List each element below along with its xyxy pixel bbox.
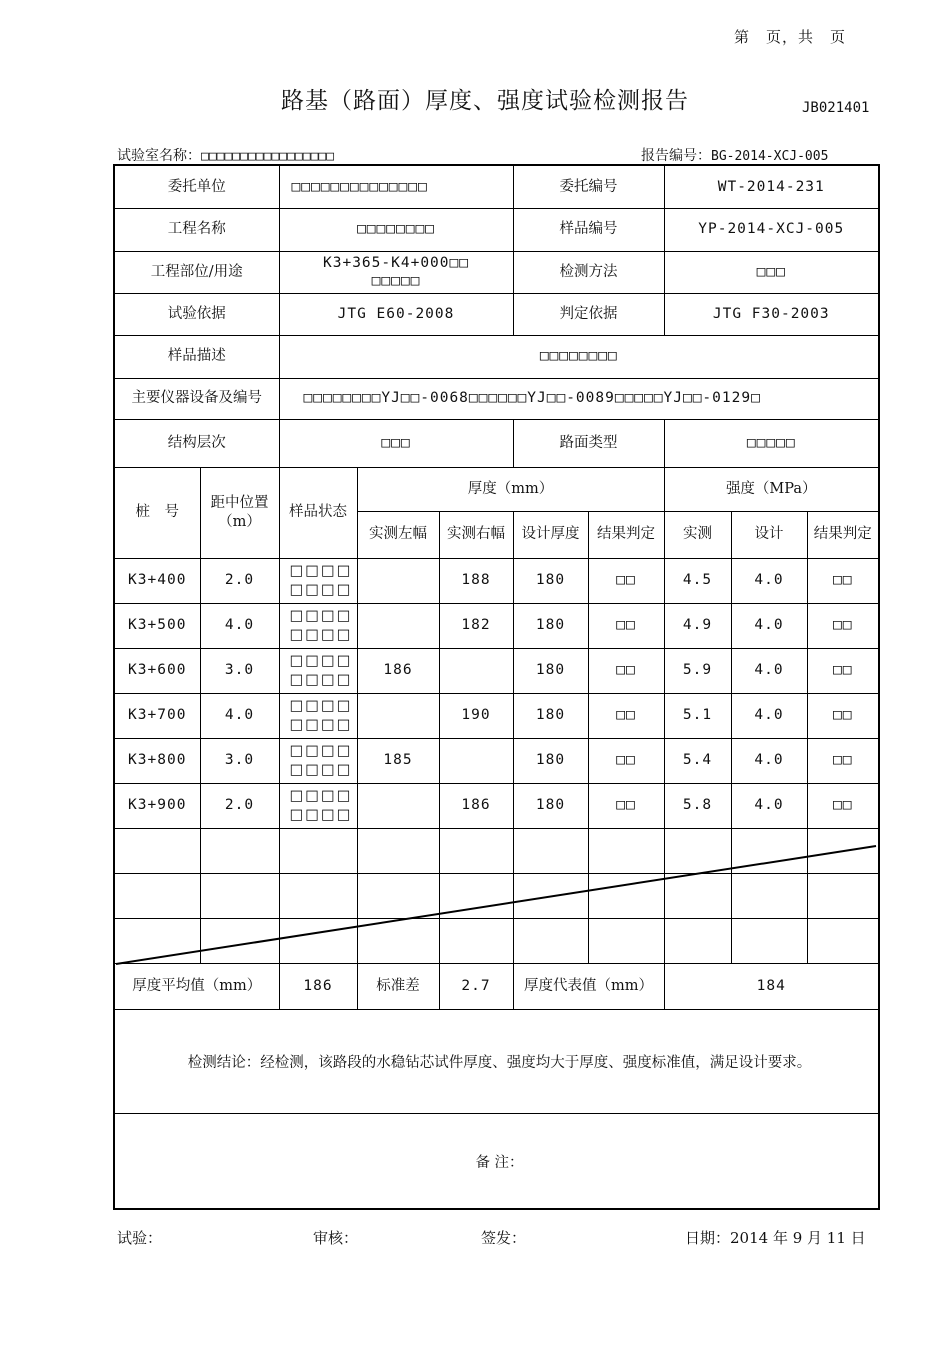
empty-cell [664,873,731,918]
row-state [279,693,357,738]
empty-cell [357,918,439,963]
empty-cell [439,873,513,918]
row-result-thickness: □□ [588,693,664,738]
empty-cell [114,873,200,918]
row-measured: 4.9 [664,603,731,648]
row-right [439,738,513,783]
tester-signature-label: 试验： [117,1229,163,1247]
row-right: 190 [439,693,513,738]
row-state [279,558,357,603]
row-design-thickness: 180 [513,783,588,828]
info-row-basis [114,293,879,335]
row-result: □□ [807,603,879,648]
empty-cell [200,873,279,918]
row-design: 4.0 [731,738,807,783]
row-station: K3+600 [114,648,200,693]
remarks-row [114,1113,879,1209]
row-state [279,648,357,693]
table-header-row-1 [114,467,879,511]
table-row [114,738,879,783]
row-offset: 2.0 [200,558,279,603]
empty-cell [200,828,279,873]
empty-cell [731,918,807,963]
empty-cell [114,918,200,963]
report-table [113,164,880,1210]
judge-basis-label: 判定依据 [513,293,664,335]
reviewer-signature-label: 审核： [313,1229,359,1247]
sub-left: 实测左幅 [357,511,439,558]
row-result: □□ [807,783,879,828]
info-row-project [114,208,879,251]
row-state-line-1: □□□□ [289,563,353,580]
commission-no-value: WT-2014-231 [664,165,879,208]
row-design-thickness: 180 [513,603,588,648]
sub-result: 结果判定 [807,511,879,558]
row-right: 186 [439,783,513,828]
empty-cell [807,918,879,963]
row-state-line-2: □□□□ [289,581,353,598]
page-count: 第 页，共 页 [734,28,847,46]
row-left: 185 [357,738,439,783]
info-row-layer [114,419,879,467]
table-row [114,783,879,828]
row-state-line-1: □□□□ [289,698,353,715]
std-dev-label: 标准差 [357,963,439,1009]
row-state-line-1: □□□□ [289,608,353,625]
row-result: □□ [807,738,879,783]
sub-right: 实测右幅 [439,511,513,558]
row-state [279,783,357,828]
row-result-thickness: □□ [588,738,664,783]
row-state-line-1: □□□□ [289,743,353,760]
test-basis-label: 试验依据 [114,293,279,335]
row-station: K3+900 [114,783,200,828]
row-design-thickness: 180 [513,648,588,693]
col-offset [200,467,279,558]
project-value: □□□□□□□□ [279,208,513,251]
row-state-line-1: □□□□ [289,788,353,805]
lab-name-label: 试验室名称： [117,148,201,164]
judge-basis-value: JTG F30-2003 [664,293,879,335]
empty-cell [279,828,357,873]
conclusion-row [114,1009,879,1113]
row-design: 4.0 [731,648,807,693]
report-number-value: BG-2014-XCJ-005 [711,149,829,164]
method-value: □□□ [664,251,879,293]
empty-cell [588,918,664,963]
location-value [279,251,513,293]
row-result: □□ [807,648,879,693]
pavement-type-value: □□□□□ [664,419,879,467]
equipment-label: 主要仪器设备及编号 [114,378,279,419]
row-state-line-2: □□□□ [289,761,353,778]
row-station: K3+400 [114,558,200,603]
client-value: □□□□□□□□□□□□□□ [279,165,513,208]
row-result-thickness: □□ [588,648,664,693]
location-label: 工程部位/用途 [114,251,279,293]
avg-thickness-label: 厚度平均值（mm） [114,963,279,1009]
empty-row [114,873,879,918]
row-station: K3+700 [114,693,200,738]
row-measured: 5.1 [664,693,731,738]
row-state [279,738,357,783]
row-state-line-2: □□□□ [289,671,353,688]
equipment-value: □□□□□□□□YJ□□-0068□□□□□□YJ□□-0089□□□□□YJ□□-0129□ [279,378,879,419]
empty-row [114,918,879,963]
empty-cell [731,873,807,918]
row-design-thickness: 180 [513,738,588,783]
location-value-line-1: K3+365-K4+000□□ [323,254,469,271]
row-result-thickness: □□ [588,603,664,648]
report-title: 路基（路面）厚度、强度试验检测报告 [281,88,689,114]
row-offset: 2.0 [200,783,279,828]
info-row-client [114,165,879,208]
row-left [357,558,439,603]
layer-label: 结构层次 [114,419,279,467]
empty-cell [114,828,200,873]
empty-cell [588,828,664,873]
sub-measured: 实测 [664,511,731,558]
report-number [641,145,828,165]
row-state-line-1: □□□□ [289,653,353,670]
row-left [357,783,439,828]
row-state-line-2: □□□□ [289,626,353,643]
representative-thickness-label: 厚度代表值（mm） [513,963,664,1009]
empty-row [114,828,879,873]
empty-cell [588,873,664,918]
row-measured: 5.9 [664,648,731,693]
row-right [439,648,513,693]
row-design: 4.0 [731,558,807,603]
form-code: JB021401 [802,100,870,116]
row-state [279,603,357,648]
info-row-location [114,251,879,293]
sample-desc-value: □□□□□□□□ [279,335,879,378]
col-offset-line-2: （m） [218,513,261,530]
sub-design-thickness: 设计厚度 [513,511,588,558]
location-value-line-2: □□□□□ [371,273,421,289]
report-number-label: 报告编号： [641,148,711,164]
method-label: 检测方法 [513,251,664,293]
row-measured: 5.8 [664,783,731,828]
lab-name-value: □□□□□□□□□□□□□□□□□ [201,149,335,164]
avg-thickness-value: 186 [279,963,357,1009]
col-offset-line-1: 距中位置 [210,495,269,512]
commission-no-label: 委托编号 [513,165,664,208]
empty-cell [357,873,439,918]
representative-thickness-value: 184 [664,963,879,1009]
row-result-thickness: □□ [588,558,664,603]
row-design: 4.0 [731,693,807,738]
row-left [357,603,439,648]
empty-cell [279,873,357,918]
pavement-type-label: 路面类型 [513,419,664,467]
row-design-thickness: 180 [513,693,588,738]
empty-cell [513,873,588,918]
empty-cell [439,828,513,873]
empty-cell [513,828,588,873]
row-left: 186 [357,648,439,693]
row-station: K3+500 [114,603,200,648]
row-offset: 3.0 [200,648,279,693]
row-result-thickness: □□ [588,783,664,828]
row-offset: 4.0 [200,693,279,738]
lab-name [117,145,334,165]
col-thickness: 厚度（mm） [357,467,664,511]
empty-cell [731,828,807,873]
table-row [114,648,879,693]
row-design-thickness: 180 [513,558,588,603]
conclusion-text: 检测结论：经检测，该路段的水稳钻芯试件厚度、强度均大于厚度、强度标准值，满足设计要求。 [114,1009,879,1113]
row-offset: 3.0 [200,738,279,783]
summary-row [114,963,879,1009]
row-right: 182 [439,603,513,648]
row-left [357,693,439,738]
report-date: 日期：2014 年 9 月 11 日 [685,1229,866,1247]
row-design: 4.0 [731,603,807,648]
empty-cell [357,828,439,873]
table-row [114,558,879,603]
row-measured: 4.5 [664,558,731,603]
remarks-text: 备 注： [114,1113,879,1209]
table-row [114,693,879,738]
std-dev-value: 2.7 [439,963,513,1009]
info-row-sample-desc [114,335,879,378]
project-label: 工程名称 [114,208,279,251]
test-basis-value: JTG E60-2008 [279,293,513,335]
empty-cell [279,918,357,963]
empty-cell [664,828,731,873]
sample-desc-label: 样品描述 [114,335,279,378]
col-station: 桩 号 [114,467,200,558]
empty-cell [200,918,279,963]
row-measured: 5.4 [664,738,731,783]
row-station: K3+800 [114,738,200,783]
row-result: □□ [807,558,879,603]
table-row [114,603,879,648]
empty-cell [513,918,588,963]
empty-cell [807,828,879,873]
empty-cell [807,873,879,918]
row-right: 188 [439,558,513,603]
sample-no-value: YP-2014-XCJ-005 [664,208,879,251]
empty-cell [664,918,731,963]
row-result: □□ [807,693,879,738]
empty-cell [439,918,513,963]
row-design: 4.0 [731,783,807,828]
col-strength: 强度（MPa） [664,467,879,511]
layer-value: □□□ [279,419,513,467]
info-row-equipment [114,378,879,419]
sub-design: 设计 [731,511,807,558]
row-state-line-2: □□□□ [289,716,353,733]
sample-no-label: 样品编号 [513,208,664,251]
issuer-signature-label: 签发： [481,1229,527,1247]
client-label: 委托单位 [114,165,279,208]
row-state-line-2: □□□□ [289,806,353,823]
row-offset: 4.0 [200,603,279,648]
col-state: 样品状态 [279,467,357,558]
sub-result-thickness: 结果判定 [588,511,664,558]
